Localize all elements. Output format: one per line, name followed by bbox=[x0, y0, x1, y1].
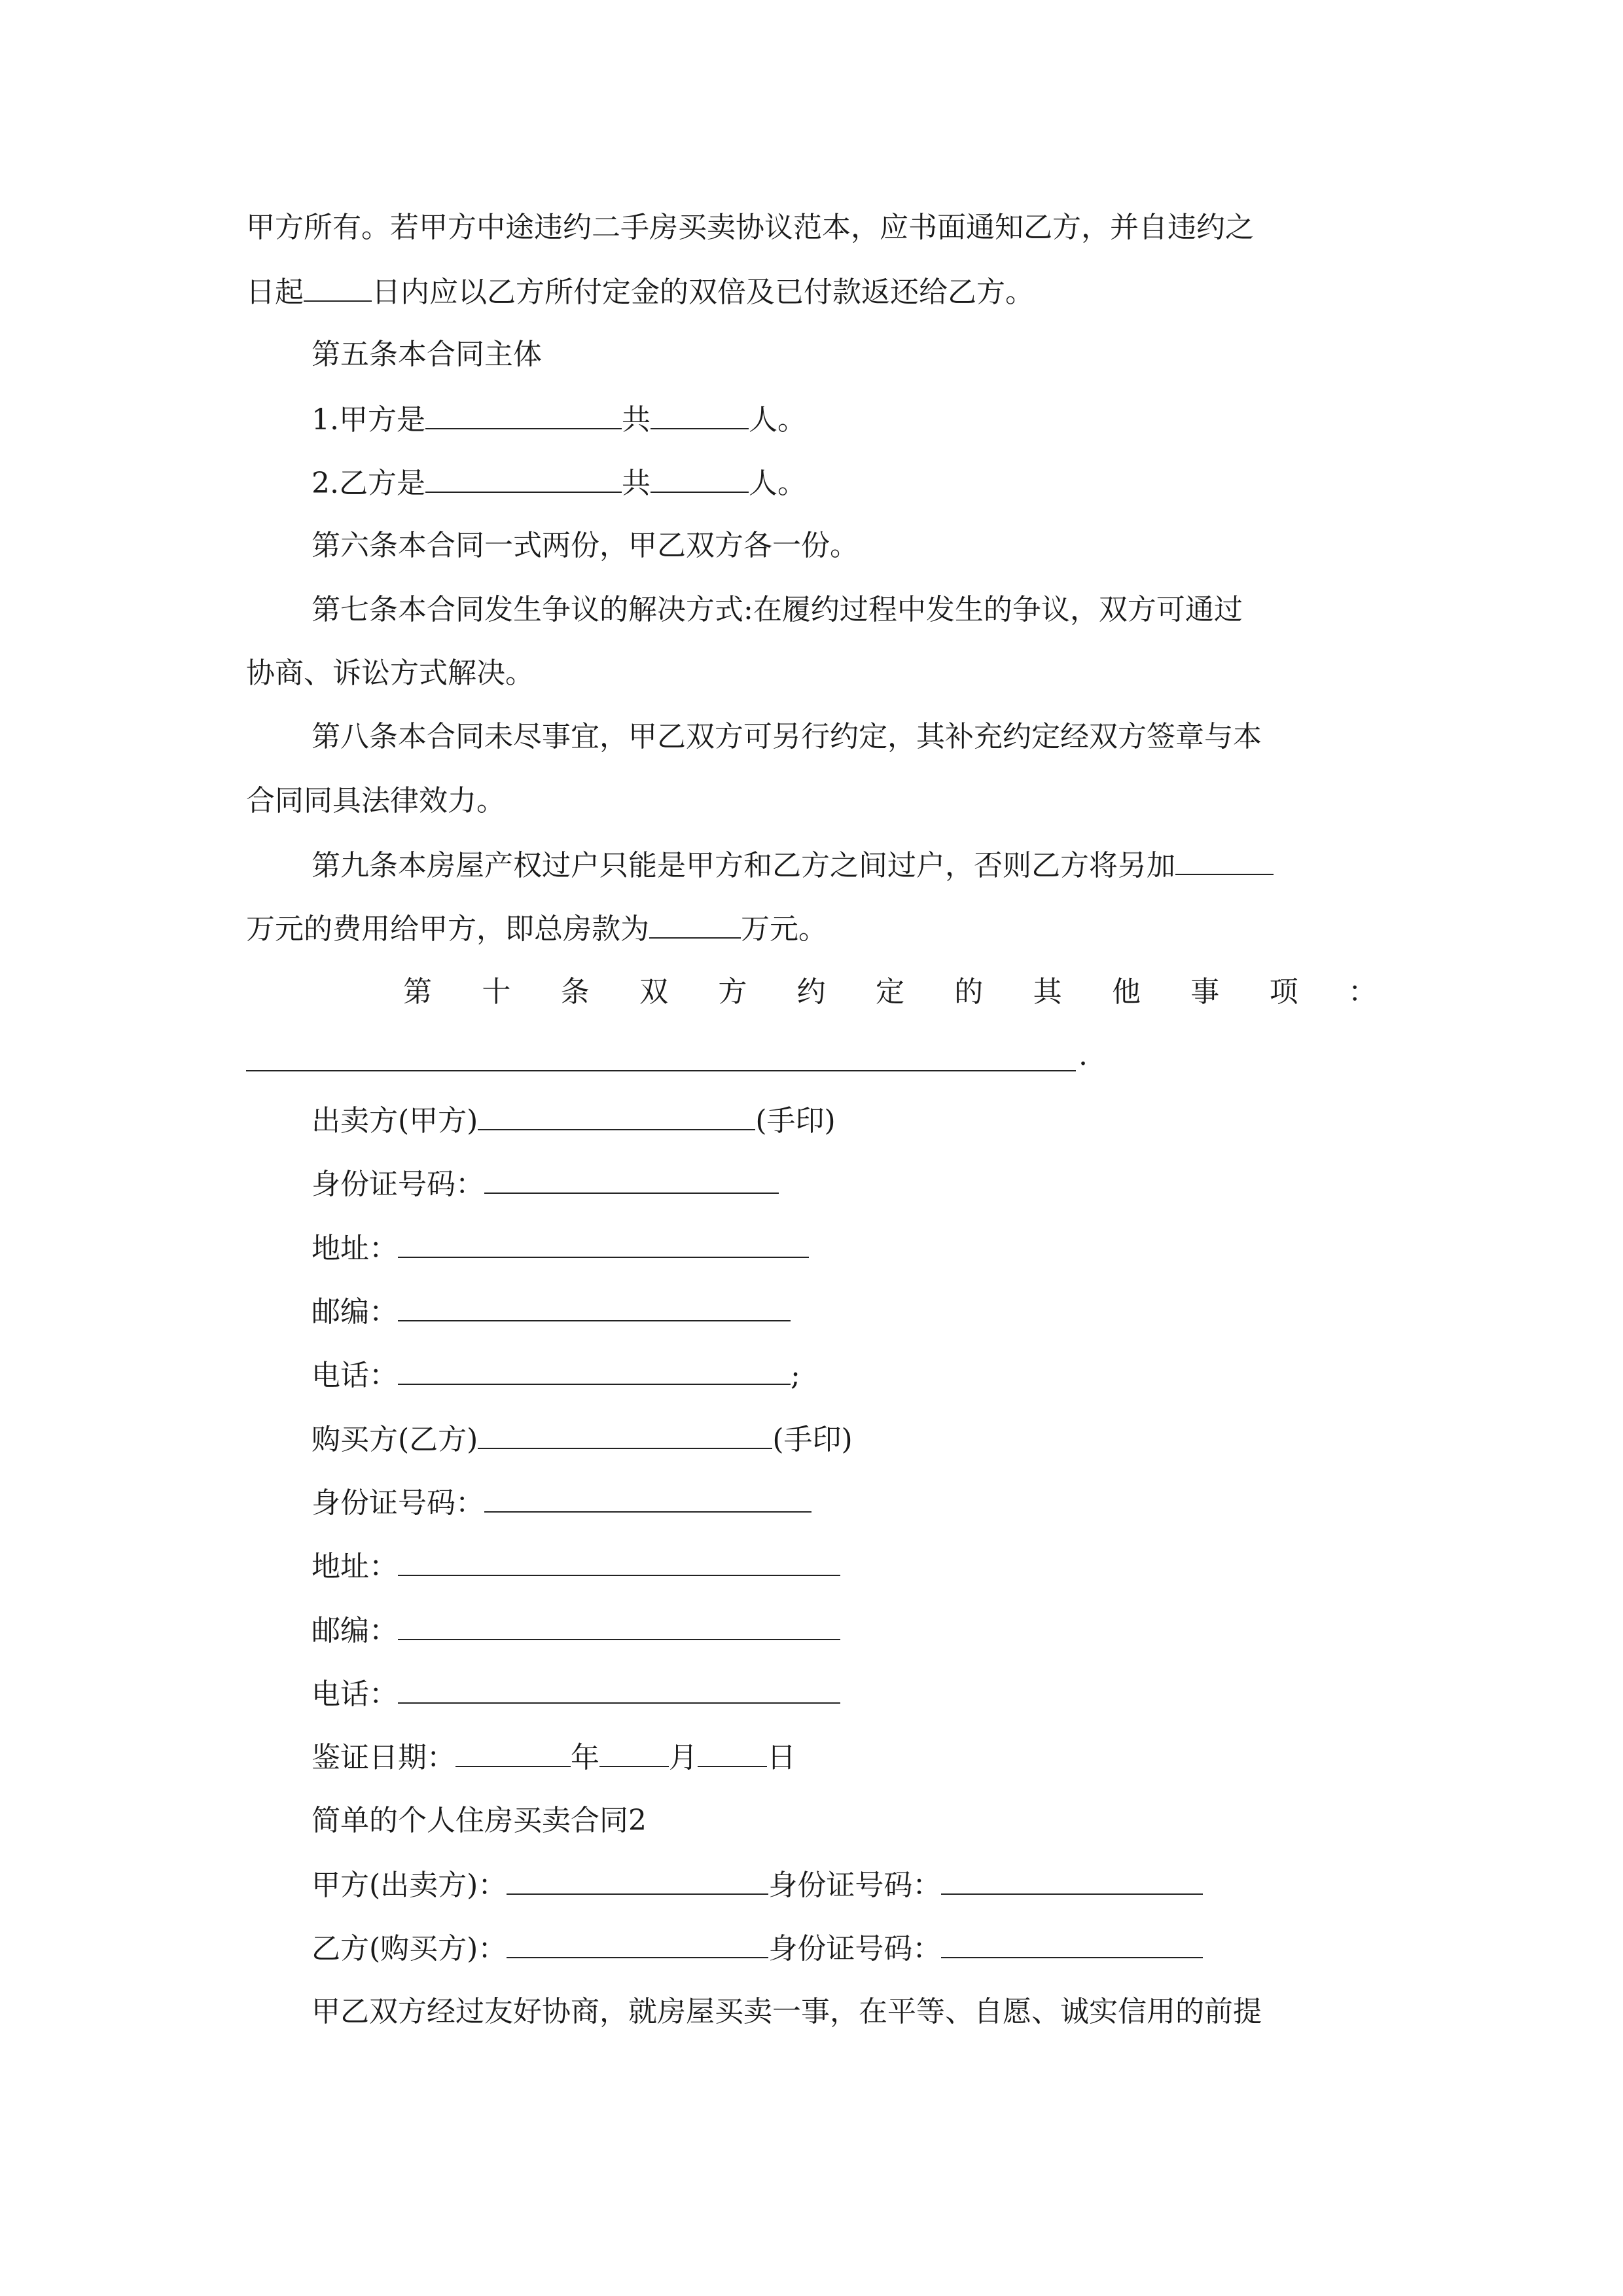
contract-2-title: 简单的个人住房买卖合同2 bbox=[312, 1804, 647, 1837]
blank-days bbox=[304, 272, 372, 302]
contract-2-intro: 甲乙双方经过友好协商，就房屋买卖一事，在平等、自愿、诚实信用的前提 bbox=[312, 1995, 1262, 2028]
seller-tel: 电话： ; bbox=[312, 1355, 800, 1395]
seller-id: 身份证号码： bbox=[312, 1164, 779, 1204]
buyer-tel: 电话： bbox=[312, 1674, 840, 1714]
article-5-party-b: 2.乙方是 共 人。 bbox=[312, 463, 806, 503]
seller-address: 地址： bbox=[312, 1228, 809, 1268]
article-7-line2: 协商、诉讼方式解决。 bbox=[246, 656, 534, 690]
blank-contract2-b-id bbox=[941, 1928, 1203, 1958]
paragraph-line: 日起 日内应以乙方所付定金的双倍及已付款返还给乙方。 bbox=[246, 272, 1034, 312]
article-8-line2: 合同同具法律效力。 bbox=[246, 784, 505, 817]
buyer-address: 地址： bbox=[312, 1546, 840, 1587]
blank-extra-fee bbox=[1175, 845, 1274, 875]
article-7-line1: 第七条本合同发生争议的解决方式:在履约过程中发生的争议，双方可通过 bbox=[312, 593, 1243, 626]
blank-buyer-address bbox=[398, 1546, 840, 1576]
verification-date: 鉴证日期： 年 月 日 bbox=[312, 1737, 796, 1778]
blank-total-price bbox=[649, 908, 741, 939]
buyer-id: 身份证号码： bbox=[312, 1482, 812, 1523]
article-9-line1: 第九条本房屋产权过户只能是甲方和乙方之间过户，否则乙方将另加 bbox=[312, 845, 1274, 886]
blank-contract2-b bbox=[507, 1928, 768, 1958]
blank-buyer-tel bbox=[398, 1674, 840, 1704]
blank-buyer-id bbox=[484, 1482, 812, 1513]
blank-buyer-zip bbox=[398, 1610, 840, 1640]
article-6: 第六条本合同一式两份，甲乙双方各一份。 bbox=[312, 529, 859, 562]
blank-party-a-count bbox=[651, 399, 749, 429]
article-5-title: 第五条本合同主体 bbox=[312, 338, 542, 371]
blank-day bbox=[698, 1737, 767, 1767]
article-9-line2: 万元的费用给甲方，即总房款为 万元。 bbox=[246, 908, 827, 949]
blank-month bbox=[599, 1737, 669, 1767]
seller-zip: 邮编： bbox=[312, 1291, 791, 1332]
blank-seller-zip bbox=[398, 1291, 791, 1321]
paragraph-line: 甲方所有。若甲方中途违约二手房买卖协议范本，应书面通知乙方，并自违约之 bbox=[246, 211, 1254, 244]
blank-party-b bbox=[425, 463, 622, 493]
article-5-party-a: 1.甲方是 共 人。 bbox=[312, 399, 806, 440]
blank-contract2-a bbox=[507, 1865, 768, 1895]
article-10-end: . bbox=[1079, 1039, 1088, 1072]
blank-seller-id bbox=[484, 1164, 779, 1194]
buyer-zip: 邮编： bbox=[312, 1610, 840, 1651]
blank-buyer-name bbox=[478, 1419, 772, 1449]
article-10-blank bbox=[246, 1070, 1076, 1071]
contract-2-party-a: 甲方(出卖方)： 身份证号码： bbox=[312, 1865, 1203, 1905]
contract-2-party-b: 乙方(购买方)： 身份证号码： bbox=[312, 1928, 1203, 1969]
buyer-title: 购买方(乙方) (手印) bbox=[312, 1419, 853, 1460]
blank-party-a bbox=[425, 399, 622, 429]
seller-title: 出卖方(甲方) (手印) bbox=[312, 1100, 836, 1141]
blank-year bbox=[455, 1737, 571, 1767]
article-8-line1: 第八条本合同未尽事宜，甲乙双方可另行约定，其补充约定经双方签章与本 bbox=[312, 720, 1262, 753]
blank-party-b-count bbox=[651, 463, 749, 493]
blank-seller-tel bbox=[398, 1355, 791, 1385]
article-10-heading: 第 十 条 双 方 约 定 的 其 他 事 项 ： bbox=[403, 975, 1377, 1009]
blank-contract2-a-id bbox=[941, 1865, 1203, 1895]
blank-seller-address bbox=[398, 1228, 809, 1258]
blank-seller-name bbox=[478, 1100, 755, 1130]
